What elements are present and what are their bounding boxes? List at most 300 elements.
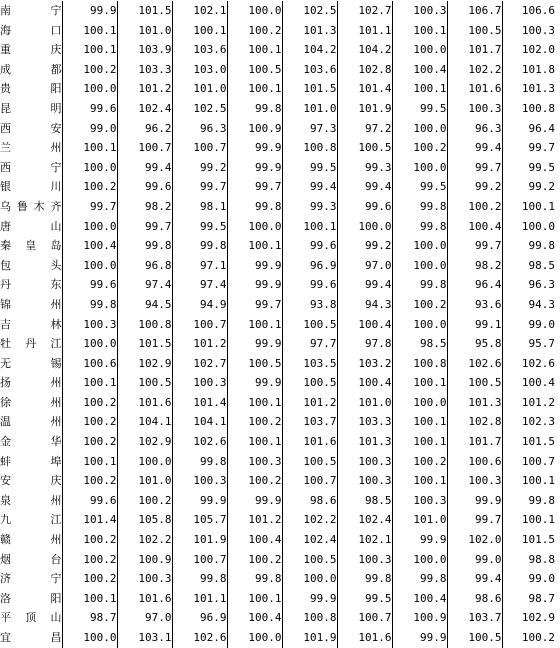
index-value-cell: 100.5 — [282, 315, 337, 335]
index-value-cell: 96.4 — [447, 275, 502, 295]
table-row — [0, 1, 557, 21]
index-value-cell: 100.2 — [62, 177, 117, 197]
table-row — [0, 373, 557, 393]
index-value-cell: 100.5 — [337, 138, 392, 158]
city-name-cell: 扬州 — [0, 373, 62, 393]
index-value-cell: 100.2 — [227, 412, 282, 432]
index-value-cell: 100.0 — [392, 40, 447, 60]
index-value-cell: 105.7 — [172, 510, 227, 530]
index-value-cell: 99.9 — [227, 334, 282, 354]
index-value-cell: 100.4 — [447, 217, 502, 237]
index-value-cell: 99.0 — [62, 119, 117, 139]
table-row — [0, 530, 557, 550]
index-value-cell: 100.7 — [172, 315, 227, 335]
index-value-cell: 101.5 — [117, 1, 172, 21]
index-value-cell: 100.6 — [447, 452, 502, 472]
index-value-cell: 100.3 — [521, 23, 555, 37]
index-value-cell: 100.1 — [392, 79, 447, 99]
index-value-cell: 100.2 — [62, 412, 117, 432]
index-value-cell: 99.9 — [227, 275, 282, 295]
city-name-cell: 蚌埠 — [0, 452, 62, 472]
index-value-cell: 101.3 — [521, 82, 555, 96]
index-value-cell: 102.1 — [337, 530, 392, 550]
index-value-cell: 100.1 — [172, 21, 227, 41]
index-value-cell: 102.3 — [521, 415, 555, 429]
index-value-cell: 100.2 — [62, 60, 117, 80]
index-value-cell: 100.5 — [117, 373, 172, 393]
city-name-cell: 金华 — [0, 432, 62, 452]
index-value-cell: 94.5 — [117, 295, 172, 315]
index-value-cell: 100.0 — [282, 569, 337, 589]
table-row — [0, 393, 557, 413]
index-value-cell: 100.4 — [337, 315, 392, 335]
index-value-cell: 99.9 — [227, 373, 282, 393]
index-value-cell: 100.3 — [172, 471, 227, 491]
table-row — [0, 21, 557, 41]
index-value-cell: 93.8 — [282, 295, 337, 315]
index-value-cell: 104.2 — [282, 40, 337, 60]
index-value-cell: 102.6 — [447, 354, 502, 374]
index-value-cell: 100.1 — [227, 589, 282, 609]
index-value-cell: 96.3 — [447, 119, 502, 139]
index-value-cell: 96.2 — [117, 119, 172, 139]
index-value-cell: 99.5 — [337, 589, 392, 609]
index-value-cell: 99.5 — [528, 160, 555, 174]
index-value-cell: 100.3 — [337, 471, 392, 491]
index-value-cell: 98.8 — [528, 552, 555, 566]
index-value-cell: 99.4 — [447, 569, 502, 589]
index-value-cell: 102.7 — [337, 1, 392, 21]
city-name-cell: 昆明 — [0, 99, 62, 119]
index-value-cell: 104.2 — [337, 40, 392, 60]
city-price-index-table — [0, 1, 557, 648]
index-value-cell: 102.8 — [337, 60, 392, 80]
index-value-cell: 101.3 — [282, 21, 337, 41]
index-value-cell: 102.6 — [172, 628, 227, 648]
index-value-cell: 102.1 — [172, 1, 227, 21]
index-value-cell: 100.1 — [62, 21, 117, 41]
index-value-cell: 100.7 — [117, 138, 172, 158]
index-value-cell: 100.1 — [521, 513, 555, 527]
index-value-cell: 100.1 — [62, 40, 117, 60]
index-value-cell: 101.4 — [337, 79, 392, 99]
table-row — [0, 432, 557, 452]
index-value-cell: 100.3 — [117, 569, 172, 589]
index-value-cell: 99.4 — [282, 177, 337, 197]
index-value-cell: 100.0 — [392, 550, 447, 570]
index-value-cell: 102.0 — [447, 530, 502, 550]
index-value-cell: 100.1 — [62, 373, 117, 393]
index-value-cell: 99.9 — [392, 628, 447, 648]
index-value-cell: 101.0 — [337, 393, 392, 413]
city-name-cell: 平顶山 — [0, 608, 62, 628]
index-value-cell: 100.0 — [62, 628, 117, 648]
index-value-cell: 99.8 — [392, 569, 447, 589]
index-value-cell: 96.8 — [117, 256, 172, 276]
index-value-cell: 103.3 — [337, 412, 392, 432]
index-value-cell: 100.1 — [62, 589, 117, 609]
index-value-cell: 99.6 — [62, 99, 117, 119]
city-name-cell: 安庆 — [0, 471, 62, 491]
city-name-cell: 南宁 — [0, 1, 62, 21]
index-value-cell: 102.5 — [282, 1, 337, 21]
index-value-cell: 101.0 — [172, 79, 227, 99]
table-row — [0, 315, 557, 335]
index-value-cell: 100.2 — [227, 471, 282, 491]
index-value-cell: 101.2 — [172, 334, 227, 354]
index-value-cell: 94.3 — [528, 297, 555, 311]
index-value-cell: 100.3 — [337, 452, 392, 472]
index-value-cell: 100.3 — [337, 550, 392, 570]
index-value-cell: 102.8 — [447, 412, 502, 432]
index-value-cell: 102.9 — [117, 432, 172, 452]
table-row — [0, 334, 557, 354]
table-row — [0, 608, 557, 628]
table-row — [0, 197, 557, 217]
index-value-cell: 99.9 — [227, 491, 282, 511]
table-row — [0, 158, 557, 178]
city-name-cell: 吉林 — [0, 315, 62, 335]
index-value-cell: 100.2 — [521, 631, 555, 644]
city-name-cell: 银川 — [0, 177, 62, 197]
index-value-cell: 100.4 — [392, 589, 447, 609]
index-value-cell: 100.3 — [62, 315, 117, 335]
index-value-cell: 99.9 — [62, 1, 117, 21]
index-value-cell: 100.3 — [392, 491, 447, 511]
index-value-cell: 100.5 — [282, 550, 337, 570]
index-value-cell: 103.9 — [117, 40, 172, 60]
index-value-cell: 100.5 — [447, 21, 502, 41]
index-value-cell: 99.3 — [282, 197, 337, 217]
index-value-cell: 100.1 — [521, 474, 555, 488]
city-name-cell: 成都 — [0, 60, 62, 80]
index-value-cell: 100.1 — [62, 138, 117, 158]
index-value-cell: 101.2 — [227, 510, 282, 530]
index-value-cell: 100.7 — [337, 608, 392, 628]
index-value-cell: 100.4 — [521, 376, 555, 390]
index-value-cell: 103.0 — [172, 60, 227, 80]
index-value-cell: 100.1 — [227, 432, 282, 452]
index-value-cell: 99.8 — [528, 493, 555, 507]
index-value-cell: 99.3 — [337, 158, 392, 178]
index-value-cell: 102.6 — [172, 432, 227, 452]
table-row — [0, 40, 557, 60]
city-name-cell: 洛阳 — [0, 589, 62, 609]
city-name-cell: 宜昌 — [0, 628, 62, 648]
city-name-cell: 丹东 — [0, 275, 62, 295]
index-value-cell: 104.1 — [172, 412, 227, 432]
index-value-cell: 101.5 — [521, 435, 555, 449]
city-name-cell: 重庆 — [0, 40, 62, 60]
index-value-cell: 93.6 — [447, 295, 502, 315]
index-value-cell: 100.1 — [392, 373, 447, 393]
index-value-cell: 99.8 — [172, 569, 227, 589]
index-value-cell: 100.8 — [392, 354, 447, 374]
index-value-cell: 100.0 — [392, 315, 447, 335]
index-value-cell: 98.7 — [62, 608, 117, 628]
index-value-cell: 106.6 — [521, 4, 555, 17]
index-value-cell: 100.4 — [392, 60, 447, 80]
index-value-cell: 100.2 — [447, 197, 502, 217]
index-value-cell: 100.1 — [62, 452, 117, 472]
city-name-cell: 海口 — [0, 21, 62, 41]
index-value-cell: 99.8 — [528, 239, 555, 253]
index-value-cell: 99.2 — [337, 236, 392, 256]
index-value-cell: 99.9 — [227, 158, 282, 178]
index-value-cell: 100.4 — [227, 530, 282, 550]
index-value-cell: 94.3 — [337, 295, 392, 315]
index-value-cell: 102.7 — [172, 354, 227, 374]
index-value-cell: 100.1 — [227, 236, 282, 256]
index-value-cell: 99.8 — [392, 275, 447, 295]
table-row — [0, 79, 557, 99]
index-value-cell: 101.6 — [282, 432, 337, 452]
index-value-cell: 99.7 — [447, 510, 502, 530]
index-value-cell: 98.7 — [528, 591, 555, 605]
index-value-cell: 98.5 — [392, 334, 447, 354]
index-value-cell: 95.8 — [447, 334, 502, 354]
index-value-cell: 94.9 — [172, 295, 227, 315]
index-value-cell: 101.6 — [447, 79, 502, 99]
index-value-cell: 103.5 — [282, 354, 337, 374]
index-value-cell: 97.3 — [282, 119, 337, 139]
index-value-cell: 100.4 — [227, 608, 282, 628]
index-value-cell: 101.4 — [62, 510, 117, 530]
index-value-cell: 100.2 — [227, 21, 282, 41]
index-value-cell: 100.0 — [227, 217, 282, 237]
index-value-cell: 99.7 — [172, 177, 227, 197]
index-value-cell: 101.6 — [337, 628, 392, 648]
table-row — [0, 569, 557, 589]
index-value-cell: 101.5 — [282, 79, 337, 99]
index-value-cell: 98.5 — [337, 491, 392, 511]
index-value-cell: 99.7 — [227, 177, 282, 197]
index-value-cell: 100.4 — [337, 373, 392, 393]
index-value-cell: 99.5 — [172, 217, 227, 237]
index-value-cell: 102.4 — [337, 510, 392, 530]
index-value-cell: 101.9 — [282, 628, 337, 648]
index-value-cell: 104.1 — [117, 412, 172, 432]
index-value-cell: 100.5 — [227, 354, 282, 374]
index-value-cell: 98.6 — [282, 491, 337, 511]
index-value-cell: 100.1 — [227, 79, 282, 99]
table-row — [0, 589, 557, 609]
table-row — [0, 60, 557, 80]
city-name-cell: 济宁 — [0, 569, 62, 589]
table-row — [0, 628, 557, 648]
index-value-cell: 99.0 — [447, 550, 502, 570]
table-row — [0, 510, 557, 530]
city-name-cell: 泉州 — [0, 491, 62, 511]
city-name-cell: 包头 — [0, 256, 62, 276]
index-value-cell: 100.7 — [172, 138, 227, 158]
index-value-cell: 100.0 — [392, 158, 447, 178]
index-value-cell: 99.8 — [392, 217, 447, 237]
index-value-cell: 99.2 — [172, 158, 227, 178]
index-value-cell: 100.1 — [392, 432, 447, 452]
index-value-cell: 100.5 — [447, 373, 502, 393]
index-value-cell: 100.1 — [282, 217, 337, 237]
index-value-cell: 99.4 — [447, 138, 502, 158]
index-value-cell: 102.4 — [117, 99, 172, 119]
index-value-cell: 100.0 — [62, 79, 117, 99]
index-value-cell: 101.2 — [521, 395, 555, 409]
index-value-cell: 97.4 — [117, 275, 172, 295]
table-body — [0, 1, 557, 648]
index-value-cell: 100.0 — [337, 217, 392, 237]
index-value-cell: 100.3 — [447, 99, 502, 119]
index-value-cell: 100.5 — [227, 60, 282, 80]
index-value-cell: 99.7 — [447, 158, 502, 178]
index-value-cell: 99.6 — [282, 275, 337, 295]
index-value-cell: 99.8 — [117, 236, 172, 256]
index-value-cell: 99.4 — [117, 158, 172, 178]
index-value-cell: 100.0 — [392, 236, 447, 256]
index-value-cell: 97.0 — [337, 256, 392, 276]
index-value-cell: 100.2 — [62, 530, 117, 550]
table-row — [0, 177, 557, 197]
index-value-cell: 100.2 — [62, 393, 117, 413]
index-value-cell: 100.3 — [172, 373, 227, 393]
index-value-cell: 105.8 — [117, 510, 172, 530]
table-row — [0, 412, 557, 432]
index-value-cell: 103.7 — [282, 412, 337, 432]
index-value-cell: 99.6 — [62, 275, 117, 295]
index-value-cell: 100.1 — [521, 199, 555, 213]
index-value-cell: 99.8 — [172, 236, 227, 256]
index-value-cell: 100.2 — [227, 550, 282, 570]
index-value-cell: 99.5 — [392, 177, 447, 197]
index-value-cell: 103.7 — [447, 608, 502, 628]
index-value-cell: 102.5 — [172, 99, 227, 119]
table-row — [0, 119, 557, 139]
table-row — [0, 491, 557, 511]
index-value-cell: 100.2 — [117, 491, 172, 511]
city-name-cell: 西宁 — [0, 158, 62, 178]
table-row — [0, 236, 557, 256]
index-value-cell: 100.0 — [227, 628, 282, 648]
index-value-cell: 99.6 — [282, 236, 337, 256]
city-name-cell: 西安 — [0, 119, 62, 139]
index-value-cell: 101.0 — [117, 21, 172, 41]
city-name-cell: 乌鲁木齐 — [0, 197, 62, 217]
index-value-cell: 101.0 — [392, 510, 447, 530]
index-value-cell: 101.9 — [337, 99, 392, 119]
index-value-cell: 100.7 — [172, 550, 227, 570]
index-value-cell: 100.8 — [282, 138, 337, 158]
index-value-cell: 100.8 — [521, 101, 555, 115]
index-value-cell: 99.8 — [392, 197, 447, 217]
table-row — [0, 256, 557, 276]
index-value-cell: 99.4 — [337, 275, 392, 295]
index-value-cell: 99.8 — [62, 295, 117, 315]
index-value-cell: 100.1 — [392, 471, 447, 491]
index-value-cell: 99.2 — [528, 180, 555, 194]
index-value-cell: 100.0 — [62, 217, 117, 237]
index-value-cell: 100.0 — [392, 393, 447, 413]
index-value-cell: 97.8 — [337, 334, 392, 354]
index-value-cell: 98.2 — [117, 197, 172, 217]
table-row — [0, 550, 557, 570]
index-value-cell: 100.0 — [521, 219, 555, 233]
index-value-cell: 99.8 — [227, 569, 282, 589]
table-row — [0, 217, 557, 237]
index-value-cell: 103.6 — [282, 60, 337, 80]
index-value-cell: 103.3 — [117, 60, 172, 80]
index-value-cell: 102.6 — [521, 356, 555, 370]
index-value-cell: 100.5 — [282, 452, 337, 472]
index-value-cell: 96.9 — [172, 608, 227, 628]
index-value-cell: 100.2 — [62, 432, 117, 452]
index-value-cell: 99.7 — [62, 197, 117, 217]
city-name-cell: 秦皇岛 — [0, 236, 62, 256]
index-value-cell: 103.6 — [172, 40, 227, 60]
index-value-cell: 101.5 — [521, 533, 555, 547]
index-value-cell: 106.7 — [447, 1, 502, 21]
index-value-cell: 100.0 — [62, 334, 117, 354]
index-value-cell: 101.2 — [282, 393, 337, 413]
index-value-cell: 100.7 — [282, 471, 337, 491]
index-value-cell: 100.5 — [447, 628, 502, 648]
index-value-cell: 100.1 — [392, 412, 447, 432]
index-value-cell: 102.9 — [521, 611, 555, 625]
index-value-cell: 99.6 — [117, 177, 172, 197]
table-row — [0, 452, 557, 472]
index-value-cell: 97.7 — [282, 334, 337, 354]
index-value-cell: 99.8 — [172, 452, 227, 472]
index-value-cell: 101.8 — [521, 62, 555, 76]
index-value-cell: 100.3 — [227, 452, 282, 472]
index-value-cell: 101.5 — [117, 334, 172, 354]
index-value-cell: 100.0 — [117, 452, 172, 472]
index-value-cell: 99.5 — [282, 158, 337, 178]
city-name-cell: 九江 — [0, 510, 62, 530]
index-value-cell: 99.9 — [282, 589, 337, 609]
city-name-cell: 赣州 — [0, 530, 62, 550]
index-value-cell: 100.1 — [392, 21, 447, 41]
index-value-cell: 102.4 — [282, 530, 337, 550]
index-value-cell: 103.1 — [117, 628, 172, 648]
city-name-cell: 烟台 — [0, 550, 62, 570]
index-value-cell: 101.6 — [117, 393, 172, 413]
index-value-cell: 101.7 — [447, 432, 502, 452]
index-value-cell: 100.7 — [521, 454, 555, 468]
index-value-cell: 99.2 — [447, 177, 502, 197]
index-value-cell: 102.0 — [521, 43, 555, 57]
index-value-cell: 100.9 — [392, 608, 447, 628]
index-value-cell: 99.6 — [337, 197, 392, 217]
index-value-cell: 101.7 — [447, 40, 502, 60]
table-row — [0, 138, 557, 158]
index-value-cell: 100.6 — [62, 354, 117, 374]
table-row — [0, 295, 557, 315]
index-value-cell: 98.6 — [447, 589, 502, 609]
index-value-cell: 100.1 — [227, 393, 282, 413]
table-row — [0, 275, 557, 295]
index-value-cell: 101.3 — [447, 393, 502, 413]
index-value-cell: 101.1 — [172, 589, 227, 609]
index-value-cell: 96.4 — [528, 121, 555, 135]
index-value-cell: 99.0 — [528, 317, 555, 331]
index-value-cell: 102.2 — [117, 530, 172, 550]
index-value-cell: 97.1 — [172, 256, 227, 276]
city-name-cell: 贵阳 — [0, 79, 62, 99]
index-value-cell: 100.0 — [227, 1, 282, 21]
city-name-cell: 锦州 — [0, 295, 62, 315]
index-value-cell: 99.9 — [227, 138, 282, 158]
index-value-cell: 101.2 — [117, 79, 172, 99]
index-value-cell: 99.7 — [528, 141, 555, 155]
